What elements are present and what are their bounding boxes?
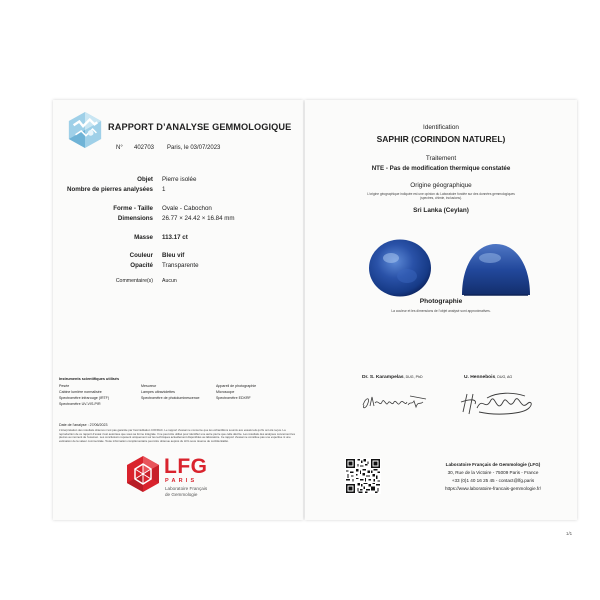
field-value-opacite: Transparente bbox=[162, 262, 199, 269]
identification-value: SAPHIR (CORINDON NATUREL) bbox=[376, 134, 506, 144]
lab-address: 30, Rue de la Victoire - 75009 Paris - France bbox=[447, 470, 539, 475]
origin-value: Sri Lanka (Ceylan) bbox=[413, 207, 469, 214]
identification-label: Identification bbox=[423, 124, 459, 131]
instrument-item: Pesée bbox=[59, 384, 70, 388]
photo-note: La couleur et les dimensions de l’objet analysé sont approximatives. bbox=[391, 309, 491, 313]
page-number: 1/1 bbox=[566, 531, 573, 536]
field-value-masse: 113.17 ct bbox=[162, 234, 188, 241]
instrument-item: Lampes ultraviolettes bbox=[141, 390, 175, 394]
report-number: 402703 bbox=[134, 145, 155, 151]
field-value-forme: Ovale - Cabochon bbox=[162, 205, 212, 212]
signature-karampelas bbox=[360, 391, 430, 413]
instrument-item: Spectromètre EDXRF bbox=[216, 396, 251, 400]
field-label-dimensions: Dimensions bbox=[117, 215, 153, 222]
instrument-item: Spectromètre UV-VIS-PIR bbox=[59, 402, 101, 406]
field-value-dimensions: 26.77 × 24.42 × 16.84 mm bbox=[162, 215, 235, 222]
lfg-city: PARIS bbox=[165, 478, 198, 484]
report-title: RAPPORT D’ANALYSE GEMMOLOGIQUE bbox=[108, 122, 292, 132]
report-page-right bbox=[305, 100, 577, 520]
instrument-item: Mesureur bbox=[141, 384, 157, 388]
lab-name: Laboratoire Français de Gemmologie (LFG) bbox=[445, 462, 541, 467]
field-label-objet: Objet bbox=[137, 176, 153, 183]
field-label-couleur: Couleur bbox=[129, 252, 153, 259]
disclaimer-text: L’interprétation des résultats obtenus n’est pas garantie par l’accréditation COFRAC. Le rapport d’essai ne concerne que les échantillons soumis aux essais tels qu’ils ont été reçus. La reproduction de ce rapport d’essai n’est autorisée que sous sa forme intégrale. Il ne peut être utilisé pour identifier une autre pierre que celle décrite. Les résultats des analyses concernent les pierres au moment de l’examen. Les conclusions reposent uniquement sur les techniques actuellement disponibles au laboratoire. Ce rapport d’essai ne constitue pas une expertise ni une estimation de la valeur commerciale. Toute information complémentaire peut être obtenue auprès du LFG sous réserve de confidentialité. bbox=[59, 428, 296, 443]
lfg-subtitle-line2: de Gemmologie bbox=[165, 492, 198, 497]
field-label-masse: Masse bbox=[134, 234, 153, 241]
treatment-label: Traitement bbox=[425, 155, 457, 162]
signatory-2-name: U. Hennebois bbox=[464, 375, 496, 380]
sapphire-top-view-photo bbox=[367, 238, 433, 298]
analysis-date: Date de l’analyse : 27/06/2023 bbox=[59, 423, 108, 427]
signatory-1-name: Dr. S. Karampelas bbox=[362, 375, 404, 380]
field-label-opacite: Opacité bbox=[130, 262, 153, 269]
instrument-item: Spectromètre de photoluminescence bbox=[141, 396, 200, 400]
field-value-commentaires: Aucun bbox=[162, 278, 177, 284]
lfg-brand: LFG bbox=[164, 455, 208, 478]
instrument-item: Microscope bbox=[216, 390, 235, 394]
signatory-2 bbox=[464, 375, 512, 380]
signatory-1-quals: , DUG, PhD bbox=[403, 375, 423, 379]
origin-label: Origine géographique bbox=[410, 182, 472, 189]
lfg-subtitle-line1: Laboratoire Français bbox=[165, 486, 208, 491]
photo-label: Photographie bbox=[419, 298, 463, 305]
instruments-title: Instruments scientifiques utilisés bbox=[59, 377, 120, 381]
instrument-item: Appareil de photographie bbox=[216, 384, 257, 388]
field-value-nombre: 1 bbox=[162, 186, 166, 193]
signatory-1 bbox=[362, 375, 423, 380]
instrument-item: Spectromètre infrarouge (IRTF) bbox=[59, 396, 110, 400]
signature-hennebois bbox=[457, 390, 535, 418]
signatory-2-quals: , DUG, AG bbox=[495, 375, 513, 379]
lfg-red-gem-logo-icon bbox=[126, 455, 160, 493]
field-label-forme: Forme - Taille bbox=[113, 205, 153, 212]
lab-website: https://www.laboratoire-francais-gemmologie.fr/ bbox=[445, 486, 541, 491]
report-number-label: N° bbox=[116, 145, 123, 151]
treatment-value: NTE - Pas de modification thermique constatée bbox=[371, 165, 511, 172]
field-label-commentaires: Commentaire(s) bbox=[115, 278, 153, 284]
origin-note: L’origine géographique indiquée est une opinion du Laboratoire fondée sur des données gemmologiques (spectres, chimie, inclusions). bbox=[367, 192, 515, 200]
lab-contact: +33 (0)1 40 16 25 45 - contact@lfg.paris bbox=[451, 478, 535, 483]
place-date: Paris, le 03/07/2023 bbox=[167, 145, 221, 151]
sapphire-side-view-photo bbox=[460, 241, 532, 297]
qr-code-icon bbox=[345, 456, 381, 496]
field-label-nombre: Nombre de pierres analysées bbox=[67, 186, 153, 193]
field-value-objet: Pierre isolée bbox=[162, 176, 197, 183]
instrument-item: Cabine lumière normalisée bbox=[59, 390, 102, 394]
field-value-couleur: Bleu vif bbox=[162, 252, 185, 259]
report-page-left bbox=[53, 100, 303, 520]
lfg-hexagon-logo-icon bbox=[66, 111, 104, 149]
